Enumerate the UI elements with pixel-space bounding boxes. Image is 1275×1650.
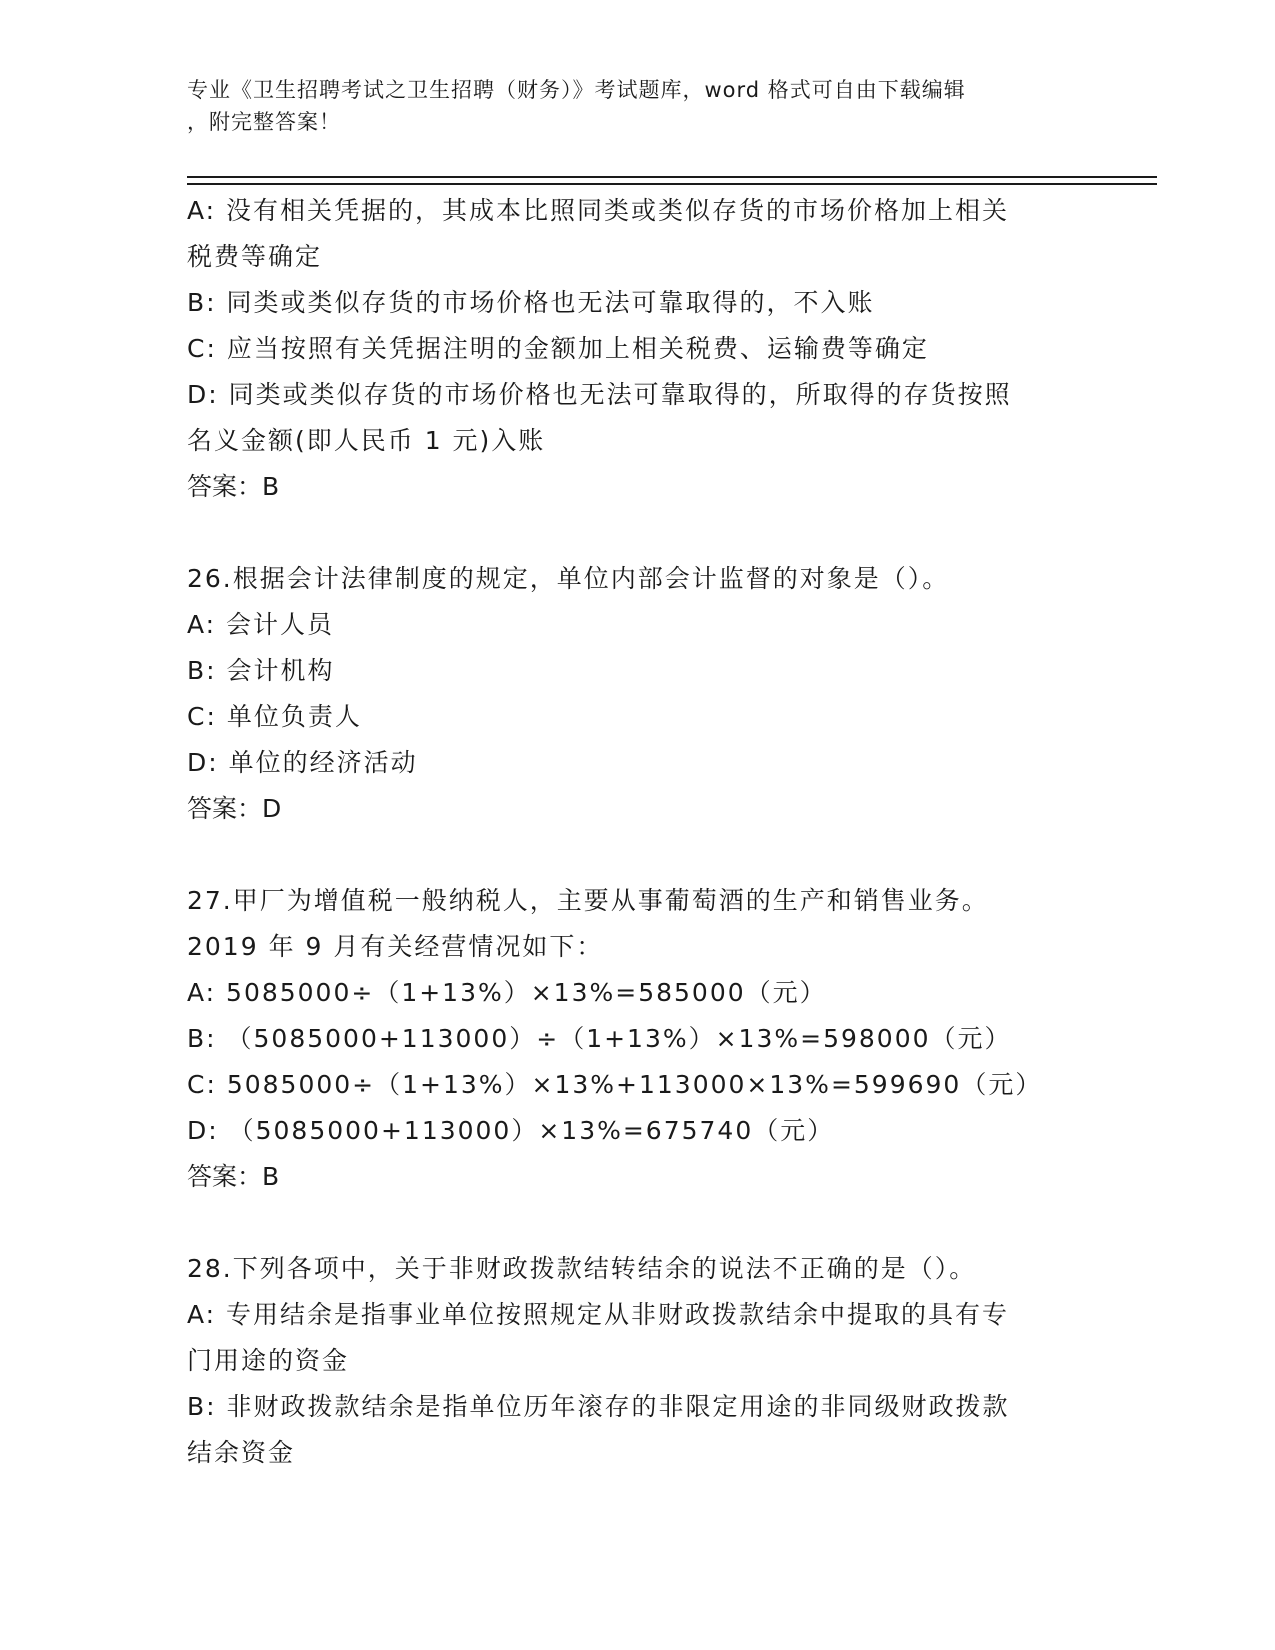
header-divider-top [187,176,1157,178]
spacer [187,832,1077,878]
document-header [187,74,1067,138]
answer: 答案：B [187,472,280,501]
question-25 [187,188,1077,510]
answer: 答案：D [187,794,282,823]
header-line-2: ，附完整答案！ [187,110,341,134]
header-divider-bottom [187,183,1157,185]
question-26 [187,556,1077,832]
header-line-1: 专业《卫生招聘考试之卫生招聘（财务）》考试题库，word 格式可自由下载编辑 [187,78,966,102]
option-c: C: 应当按照有关凭据注明的金额加上相关税费、运输费等确定 [187,334,929,363]
option-a: A: 5085000÷（1+13%）×13%=585000（元） [187,978,827,1007]
option-a: A: 专用结余是指事业单位按照规定从非财政拨款结余中提取的具有专 [187,1300,1010,1329]
spacer [187,510,1077,556]
option-b-continued: 结余资金 [187,1438,296,1467]
option-b: B: （5085000+113000）÷（1+13%）×13%=598000（元） [187,1024,1012,1053]
option-d: D: （5085000+113000）×13%=675740（元） [187,1116,835,1145]
answer: 答案：B [187,1162,280,1191]
question-list [187,188,1077,1476]
option-d: D: 同类或类似存货的市场价格也无法可靠取得的，所取得的存货按照 [187,380,1012,409]
option-b: B: 会计机构 [187,656,335,685]
option-a: A: 会计人员 [187,610,335,639]
option-b: B: 同类或类似存货的市场价格也无法可靠取得的，不入账 [187,288,875,317]
question-text-continued: 2019 年 9 月有关经营情况如下： [187,932,604,961]
spacer [187,1200,1077,1246]
option-c: C: 5085000÷（1+13%）×13%+113000×13%=599690（元） [187,1070,1043,1099]
question-text: 28.下列各项中，关于非财政拨款结转结余的说法不正确的是（）。 [187,1254,977,1283]
option-c: C: 单位负责人 [187,702,362,731]
option-d: D: 单位的经济活动 [187,748,418,777]
question-text: 26.根据会计法律制度的规定，单位内部会计监督的对象是（）。 [187,564,950,593]
option-a-continued: 门用途的资金 [187,1346,350,1375]
option-a-continued: 税费等确定 [187,242,323,271]
option-d-continued: 名义金额(即人民币 1 元)入账 [187,426,546,455]
question-27 [187,878,1077,1200]
option-b: B: 非财政拨款结余是指单位历年滚存的非限定用途的非同级财政拨款 [187,1392,1010,1421]
question-28 [187,1246,1077,1476]
question-text: 27.甲厂为增值税一般纳税人，主要从事葡萄酒的生产和销售业务。 [187,886,989,915]
option-a: A: 没有相关凭据的，其成本比照同类或类似存货的市场价格加上相关 [187,196,1010,225]
